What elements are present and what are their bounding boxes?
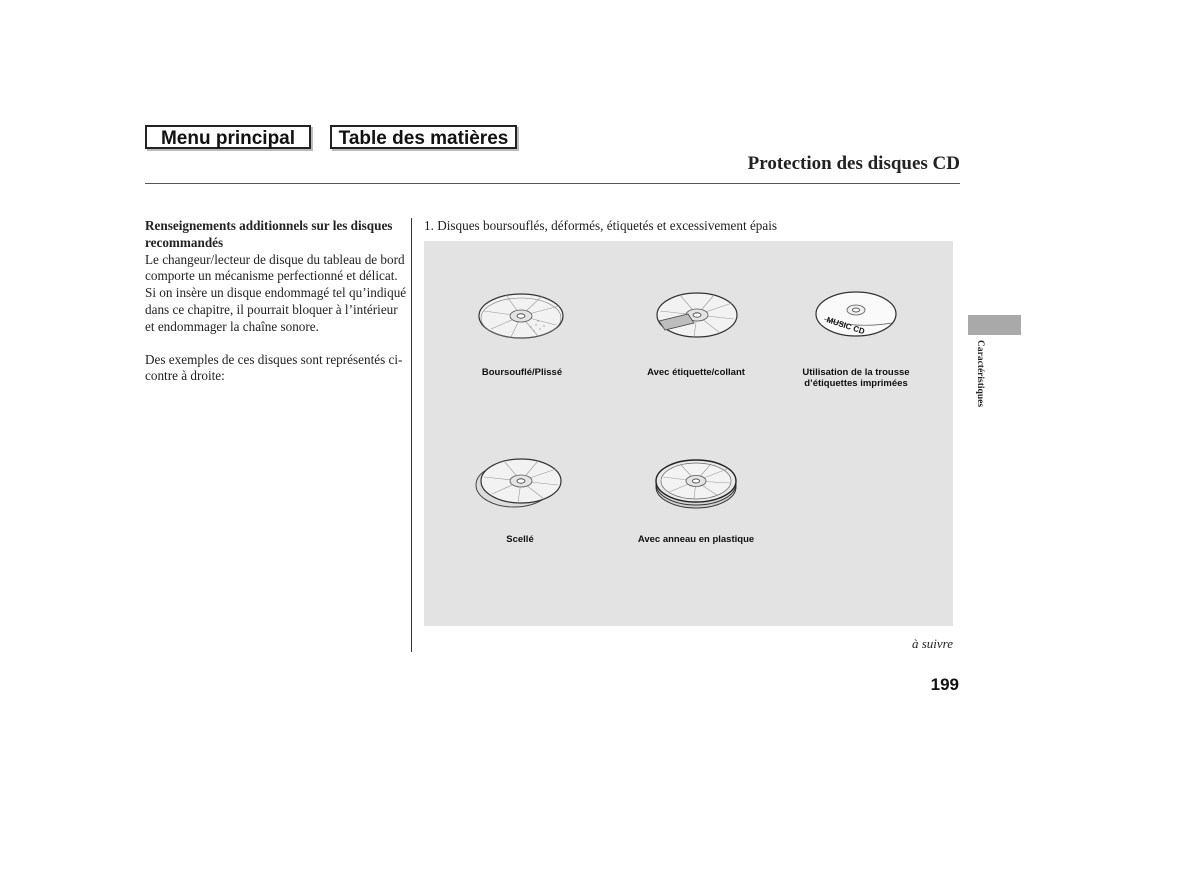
ring-disc-illustration: [654, 456, 739, 512]
label-warped: Boursouflé/Plissé: [481, 367, 563, 378]
header-rule: [145, 183, 960, 184]
label-printed-kit-line1: Utilisation de la trousse: [802, 367, 910, 378]
label-printed-kit: [776, 367, 936, 389]
main-menu-button[interactable]: Menu principal: [145, 125, 311, 149]
label-sticker: Avec étiquette/collant: [647, 367, 745, 378]
page-title: Protection des disques CD: [747, 153, 960, 174]
printed-label-disc-illustration: [814, 289, 899, 341]
section-side-label: Caractéristiques: [975, 340, 985, 408]
continue-note: à suivre: [911, 636, 953, 651]
label-printed-kit-line2: d’étiquettes imprimées: [804, 378, 908, 389]
column-divider: [411, 218, 412, 652]
table-of-contents-button[interactable]: Table des matières: [330, 125, 517, 149]
music-cd-disc-text: MUSIC CD: [825, 315, 866, 337]
sealed-disc-illustration: [474, 456, 566, 512]
disc-examples-figure: [424, 241, 953, 626]
section-heading: Renseignements additionnels sur les disques recommandés: [145, 218, 393, 250]
page-number: 199: [930, 675, 959, 694]
label-sealed: Scellé: [506, 534, 534, 545]
sticker-disc-illustration: [654, 291, 739, 341]
figure-caption: 1. Disques boursouflés, déformés, étiquetés et excessivement épais: [424, 218, 778, 233]
body-paragraph-1: Le changeur/lecteur de disque du tableau de bord comporte un mécanisme perfectionné et délicat. Si on insère un disque endommagé tel qu’indiqué dans ce chapitre, il pourrait bloquer à l’intérieur et endommager la chaîne sonore.: [145, 251, 407, 334]
body-paragraph-2: Des exemples de ces disques sont représentés ci-contre à droite:: [145, 351, 403, 384]
label-ring: Avec anneau en plastique: [637, 534, 755, 545]
left-column: [145, 218, 407, 385]
section-tab-marker: [968, 315, 1021, 335]
warped-disc-illustration: [476, 291, 566, 341]
